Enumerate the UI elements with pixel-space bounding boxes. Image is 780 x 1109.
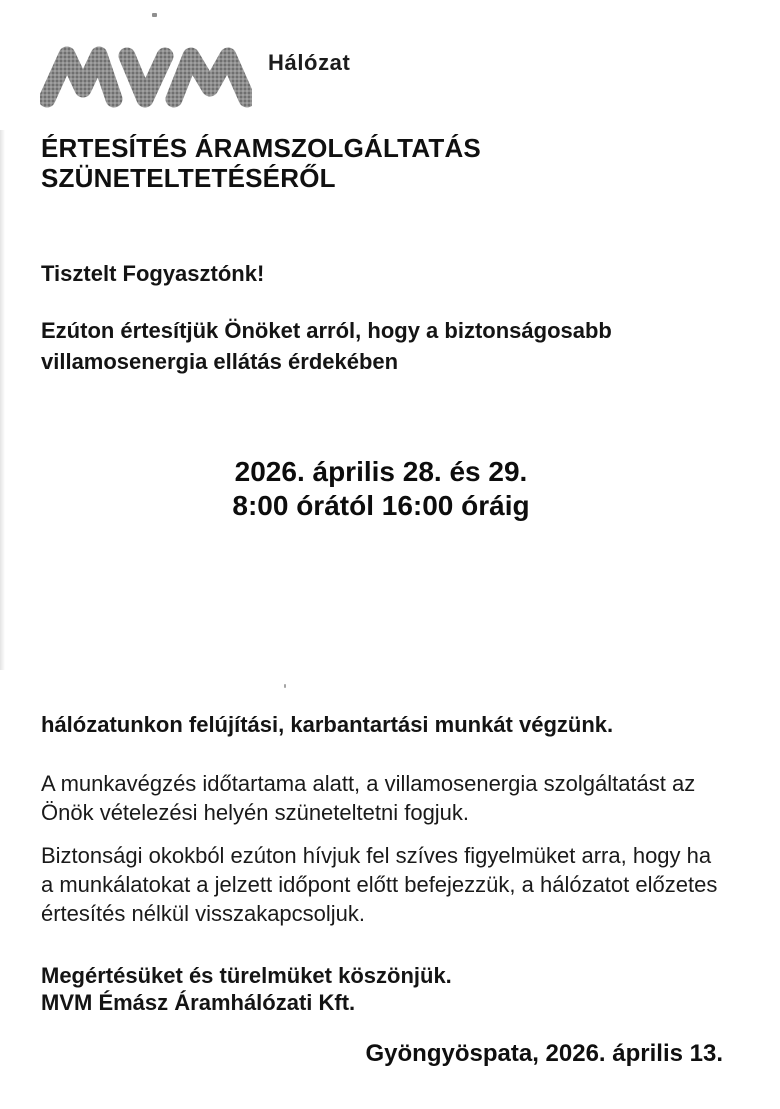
notice-title — [41, 133, 481, 193]
paragraph-duration — [41, 769, 695, 827]
paragraph-safety-line1: Biztonsági okokból ezúton hívjuk fel szíves figyelmüket arra, hogy ha — [41, 843, 712, 868]
paragraph-duration-line2: Önök vételezési helyén szüneteltetni fogjuk. — [41, 800, 470, 825]
paragraph-safety-line3: értesítés nélkül visszakapcsoljuk. — [41, 901, 366, 926]
notice-title-line2: SZÜNETELTETÉSÉRŐL — [41, 163, 336, 193]
paragraph-duration-line1: A munkavégzés időtartama alatt, a villamosenergia szolgáltatást az — [41, 771, 696, 796]
place-dateline: Gyöngyöspata, 2026. április 13. — [365, 1040, 723, 1067]
logo-halozat-label: Hálózat — [268, 50, 351, 75]
scan-speck — [152, 13, 157, 17]
mvm-logo-icon — [40, 44, 252, 110]
intro-line1: Ezúton értesítjük Önöket arról, hogy a biztonságosabb — [41, 318, 612, 343]
outage-date: 2026. április 28. és 29. — [234, 456, 528, 487]
intro-paragraph — [41, 315, 612, 377]
scan-edge-artifact — [0, 130, 5, 670]
outage-schedule — [31, 455, 731, 523]
notice-title-line1: ÉRTESÍTÉS ÁRAMSZOLGÁLTATÁS — [41, 133, 481, 163]
paragraph-safety — [41, 841, 717, 928]
scan-speck — [284, 684, 286, 688]
closing-block — [41, 962, 452, 1016]
closing-thanks: Megértésüket és türelmüket köszönjük. — [41, 963, 452, 988]
salutation: Tisztelt Fogyasztónk! — [41, 261, 265, 286]
closing-company: MVM Émász Áramhálózati Kft. — [41, 990, 356, 1015]
intro-line2: villamosenergia ellátás érdekében — [41, 349, 399, 374]
work-line: hálózatunkon felújítási, karbantartási munkát végzünk. — [41, 712, 614, 737]
paragraph-safety-line2: a munkálatokat a jelzett időpont előtt befejezzük, a hálózatot előzetes — [41, 872, 718, 897]
outage-time: 8:00 órától 16:00 óráig — [232, 490, 530, 521]
